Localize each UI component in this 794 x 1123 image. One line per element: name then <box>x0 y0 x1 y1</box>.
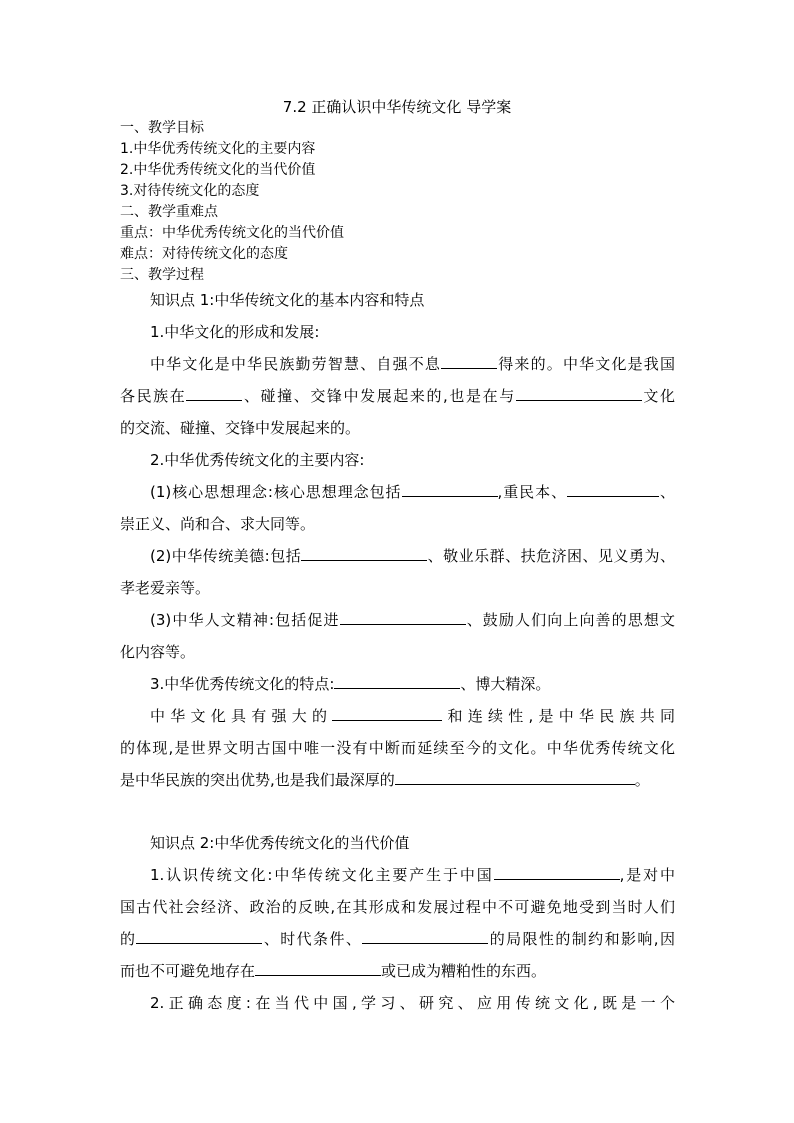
fill-blank[interactable] <box>494 862 620 880</box>
section-heading-process: 三、教学过程 <box>120 267 204 283</box>
fill-blank[interactable] <box>186 383 242 401</box>
paragraph: 国古代社会经济、政治的反映,在其形成和发展过程中不可避免地受到当时人们 <box>120 898 675 916</box>
paragraph: 2.正确态度:在当代中国,学习、研究、应用传统文化,既是一个 <box>150 994 675 1012</box>
paragraph: 中华文化具有强大的 和连续性,是中华民族共同 <box>120 700 675 732</box>
fill-blank[interactable] <box>402 479 498 497</box>
subsection-title: 1.中华文化的形成和发展: <box>150 323 320 341</box>
fill-blank[interactable] <box>340 607 466 625</box>
paragraph: 孝老爱亲等。 <box>120 579 211 597</box>
fill-blank[interactable] <box>301 543 427 561</box>
lesson-body <box>120 284 675 1019</box>
fill-blank[interactable] <box>441 351 497 369</box>
knowledge-point-1-heading: 知识点 1:中华传统文化的基本内容和特点 <box>150 291 425 309</box>
key-point: 重点：中华优秀传统文化的当代价值 <box>120 225 344 241</box>
fill-blank[interactable] <box>334 671 460 689</box>
paragraph: 1.认识传统文化:中华传统文化主要产生于中国 ,是对中 <box>120 859 675 891</box>
knowledge-point-2-heading: 知识点 2:中华优秀传统文化的当代价值 <box>150 834 410 852</box>
paragraph: 的 、时代条件、 的局限性的制约和影响,因 <box>120 923 675 955</box>
objective-item: 3.对待传统文化的态度 <box>120 183 260 199</box>
fill-blank[interactable] <box>136 926 262 944</box>
paragraph: 是中华民族的突出优势,也是我们最深厚的 。 <box>120 764 675 796</box>
subsection-title: 2.中华优秀传统文化的主要内容: <box>150 451 365 469</box>
difficult-point: 难点：对待传统文化的态度 <box>120 246 288 262</box>
paragraph: 的交流、碰撞、交锋中发展起来的。 <box>120 419 361 437</box>
paragraph: 化内容等。 <box>120 643 196 661</box>
fill-blank[interactable] <box>395 767 635 785</box>
fill-blank[interactable] <box>255 958 381 976</box>
objective-item: 2.中华优秀传统文化的当代价值 <box>120 162 316 178</box>
spacer <box>120 796 675 827</box>
paragraph: (1)核心思想理念:核心思想理念包括 ,重民本、 、 <box>120 476 675 508</box>
fill-blank[interactable] <box>567 479 659 497</box>
fill-blank[interactable] <box>362 926 488 944</box>
fill-blank[interactable] <box>332 703 442 721</box>
paragraph: 中华文化是中华民族勤劳智慧、自强不息 得来的。中华文化是我国 <box>120 348 675 380</box>
objective-item: 1.中华优秀传统文化的主要内容 <box>120 141 316 157</box>
paragraph: (2)中华传统美德:包括 、敬业乐群、扶危济困、见义勇为、 <box>120 540 675 572</box>
paragraph: (3)中华人文精神:包括促进 、鼓励人们向上向善的思想文 <box>120 604 675 636</box>
paragraph: 而也不可避免地存在 或已成为糟粕性的东西。 <box>120 955 675 987</box>
paragraph: 各民族在 、碰撞、交锋中发展起来的,也是在与 文化 <box>120 380 675 412</box>
paragraph: 3.中华优秀传统文化的特点: 、博大精深。 <box>120 668 675 700</box>
section-heading-keypoints: 二、教学重难点 <box>120 204 218 220</box>
paragraph: 的体现,是世界文明古国中唯一没有中断而延续至今的文化。中华优秀传统文化 <box>120 739 675 757</box>
fill-blank[interactable] <box>516 383 642 401</box>
page-title: 7.2 正确认识中华传统文化 导学案 <box>282 98 512 116</box>
paragraph: 崇正义、尚和合、求大同等。 <box>120 515 316 533</box>
section-heading-objectives: 一、教学目标 <box>120 120 204 136</box>
